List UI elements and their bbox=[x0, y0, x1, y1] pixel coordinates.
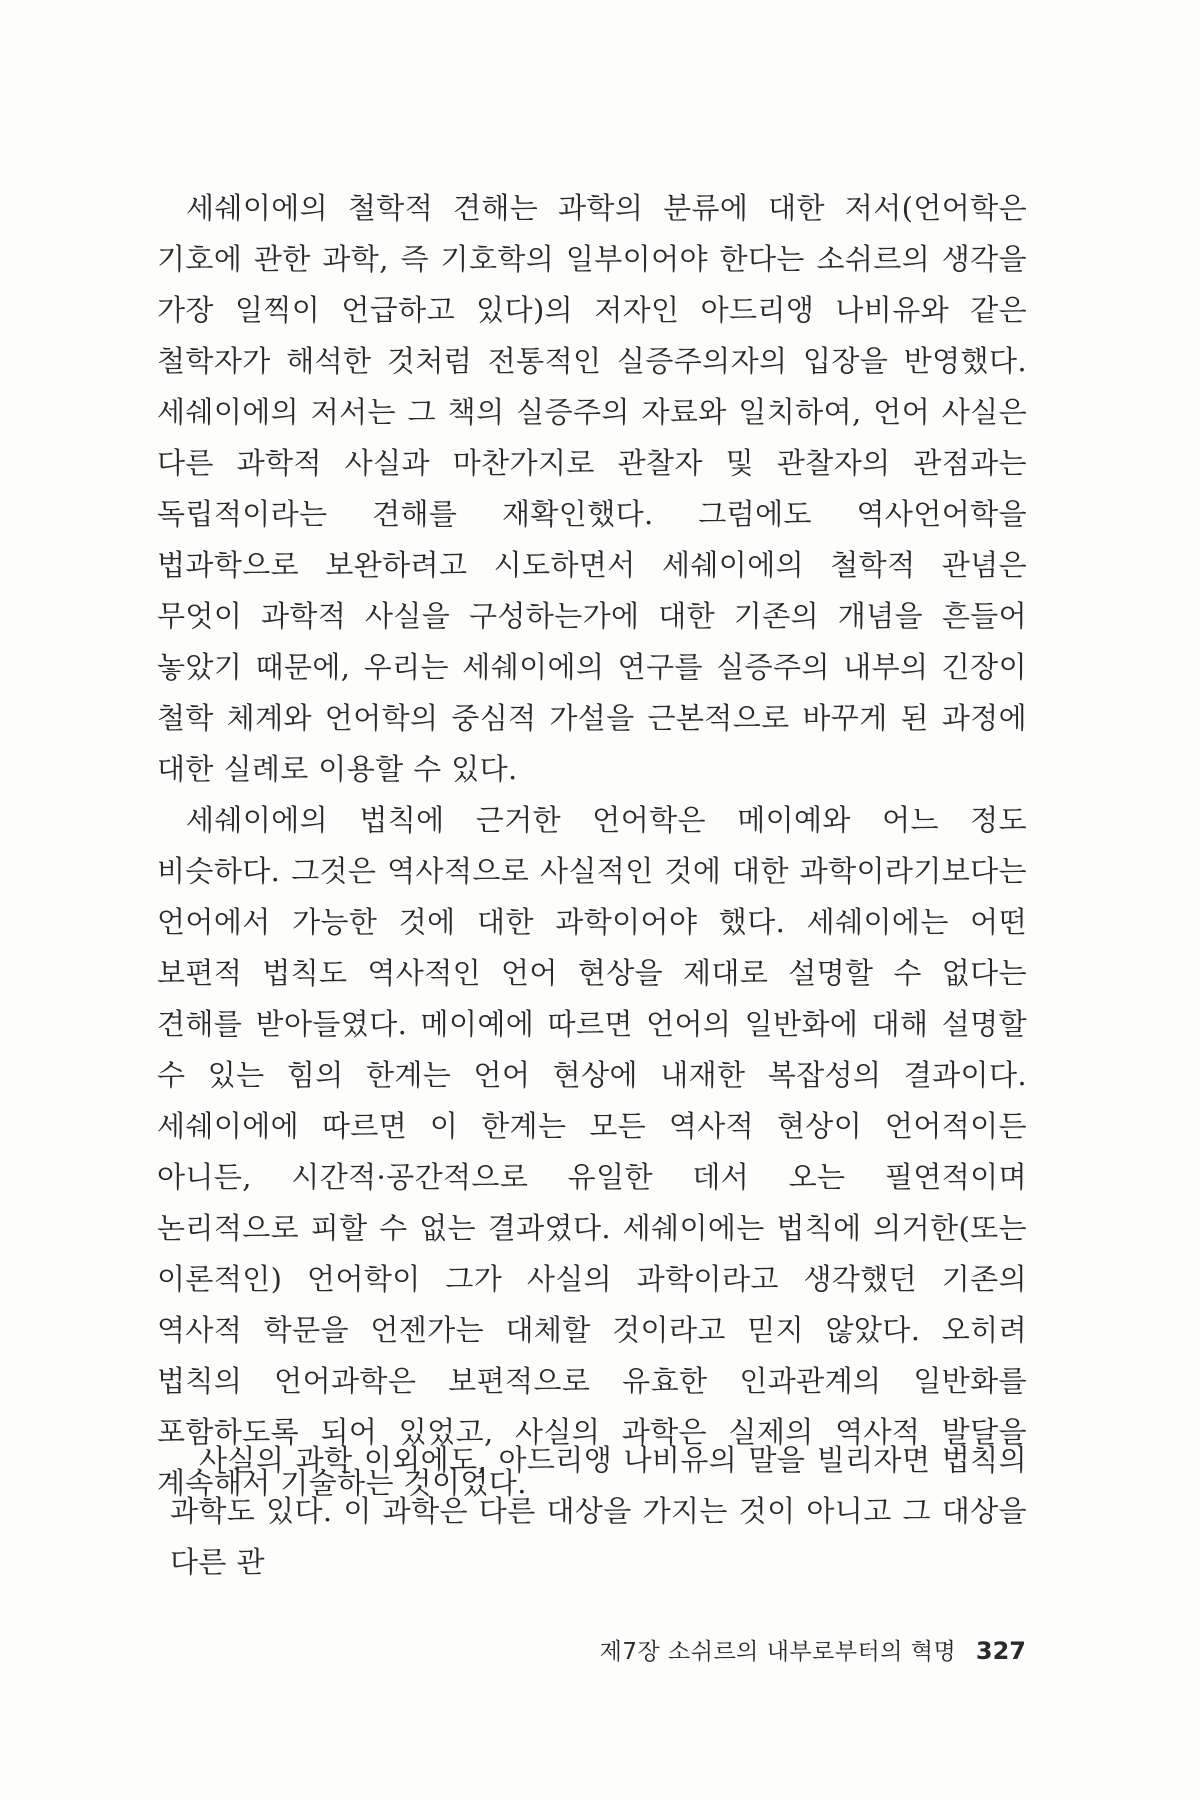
paragraph-1: 세쉐이에의 철학적 견해는 과학의 분류에 대한 저서(언어학은 기호에 관한 과학, 즉 기호학의 일부이어야 한다는 소쉬르의 생각을 가장 일찍이 언급하고 있다)의 저자인 아드리앵 나비유와 같은 철학자가 해석한 것처럼 전통적인 실증주의자의 입장을 반영했다. 세쉐이에의 저서는 그 책의 실증주의 자료와 일치하여, 언어 사실은 다른 과학적 사실과 마찬가지로 관찰자 및 관찰자의 관점과는 독립적이라는 견해를 재확인했다. 그럼에도 역사언어학을 법과학으로 보완하려고 시도하면서 세쉐이에의 철학적 관념은 무엇이 과학적 사실을 구성하는가에 대한 기존의 개념을 흔들어 놓았기 때문에, 우리는 세쉐이에의 연구를 실증주의 내부의 긴장이 철학 체계와 언어학의 중심적 가설을 근본적으로 바꾸게 된 과정에 대한 실례로 이용할 수 있다. bbox=[157, 191, 1027, 786]
lower-section bbox=[170, 1435, 1027, 1588]
paragraph-3: 사실의 과학 이외에도, 아드리앵 나비유의 말을 빌리자면 법칙의 과학도 있다. 이 과학은 다른 대상을 가지는 것이 아니고 그 대상을 다른 관 bbox=[170, 1443, 1027, 1579]
running-footer bbox=[600, 1635, 1026, 1668]
main-text bbox=[157, 183, 1027, 1509]
chapter-title: 제7장 소쉬르의 내부로부터의 혁명 bbox=[599, 1639, 957, 1665]
page-number: 327 bbox=[975, 1637, 1026, 1665]
paragraph-2: 세쉐이에의 법칙에 근거한 언어학은 메이예와 어느 정도 비슷하다. 그것은 역사적으로 사실적인 것에 대한 과학이라기보다는 언어에서 가능한 것에 대한 과학이어야 했다. 세쉐이에는 어떤 보편적 법칙도 역사적인 언어 현상을 제대로 설명할 수 없다는 견해를 받아들였다. 메이예에 따르면 언어의 일반화에 대해 설명할 수 있는 힘의 한계는 언어 현상에 내재한 복잡성의 결과이다. 세쉐이에에 따르면 이 한계는 모든 역사적 현상이 언어적이든 아니든, 시간적·공간적으로 유일한 데서 오는 필연적이며 논리적으로 피할 수 없는 결과였다. 세쉐이에는 법칙에 의거한(또는 이론적인) 언어학이 그가 사실의 과학이라고 생각했던 기존의 역사적 학문을 언젠가는 대체할 것이라고 믿지 않았다. 오히려 법칙의 언어과학은 보편적으로 유효한 인과관계의 일반화를 포함하도록 되어 있었고, 사실의 과학은 실제의 역사적 발달을 계속해서 기술하는 것이었다. bbox=[157, 803, 1027, 1500]
